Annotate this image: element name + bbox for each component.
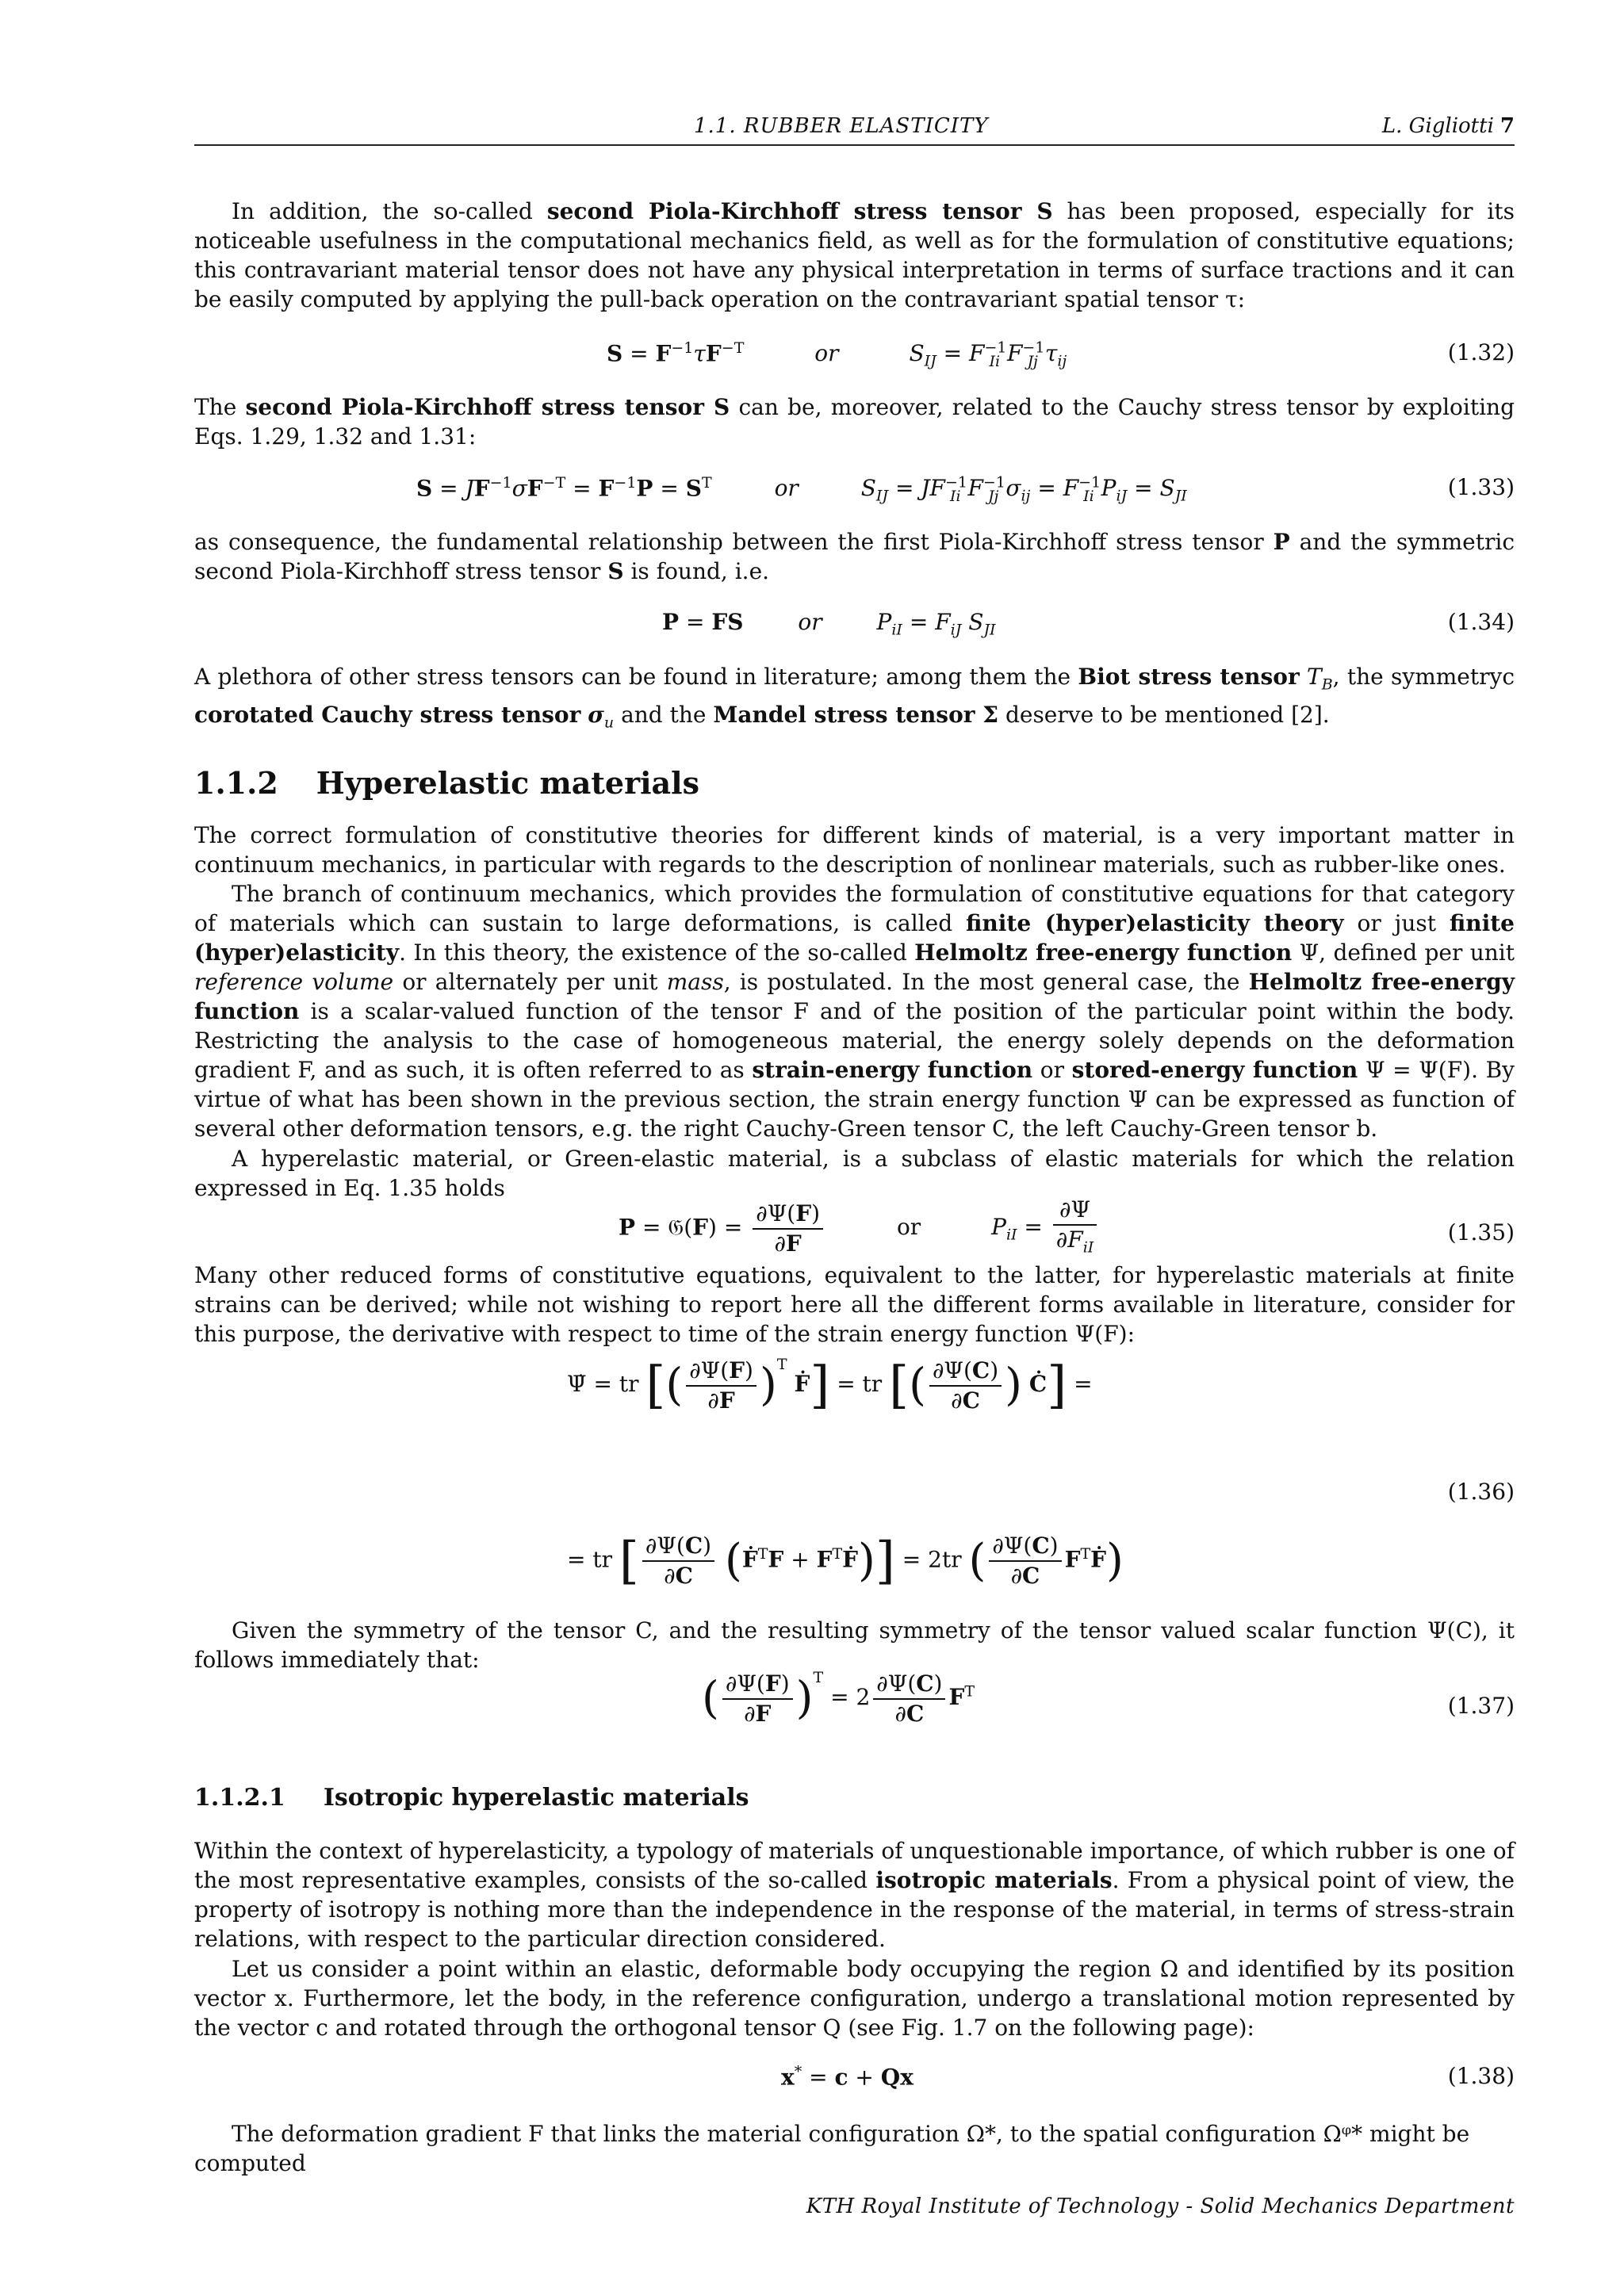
bold-term: finite (hyper)elasticity theory: [966, 910, 1344, 936]
document-page: [194, 0, 1515, 2296]
paragraph-translation-rotation: [194, 1954, 1515, 2042]
text: is found, i.e.: [623, 558, 770, 584]
equation-body: P = 𝔊(F) = $\frac{\partial\Psi(F)}{\partial F}$ or $P_{iI}$ = $\frac{\partial\Psi}{\partial F_{iI}}$: [619, 1196, 1100, 1262]
subsection-heading: [194, 1784, 749, 1812]
italic-term: mass: [666, 969, 724, 995]
subsection-title: Isotropic hyperelastic materials: [323, 1784, 749, 1812]
text: , the symmetryc: [1332, 664, 1515, 690]
text: In addition, the so-called: [232, 198, 547, 224]
paragraph-fundamental-relationship: [194, 527, 1515, 586]
paragraph-isotropic-materials: [194, 1836, 1515, 1954]
equation-number: (1.32): [1447, 339, 1515, 365]
paragraph-deformation-gradient: [194, 2119, 1515, 2178]
equation-body: P = FS or $P_{iI} = F_{iJ}$ $S_{JI}$: [662, 609, 996, 639]
text: The correct formulation of constitutive theories for different kinds of material, is a very important matter in continuum mechanics, in particular with regards to the description of nonlinear materials, such as rubber-like ones.: [194, 822, 1515, 878]
text: A plethora of other stress tensors can be found in literature; among them the: [194, 664, 1078, 690]
page-number: 7: [1500, 114, 1515, 138]
text: deserve to be mentioned [2].: [998, 701, 1330, 728]
bold-term: strain-energy function: [752, 1057, 1033, 1083]
equation-body: $S = JF^{-1}\sigma F^{-T} = F^{-1}P = S^T$ or $S_{IJ} = JF^{-1}_{Ii}$ $F^{-1}_{Jj}$ $\sigma_{ij} = F^{-1}_{Ii}$ $P_{iJ} = S_{JI}$: [416, 474, 1187, 505]
equation-1-38: [194, 2063, 1515, 2095]
paragraph-second-piola-intro: [194, 197, 1515, 314]
bold-term: Biot stress tensor: [1078, 664, 1300, 690]
equation-1-33: [194, 474, 1515, 506]
bold-term: S: [607, 558, 624, 584]
equation-body: x* = c + Qx: [781, 2063, 914, 2091]
bold-term: Helmoltz free-energy function: [194, 969, 1515, 1024]
paragraph-green-elastic: [194, 1144, 1515, 1203]
paragraph-symmetry: [194, 1616, 1515, 1674]
paragraph-finite-hyperelasticity: [194, 879, 1515, 1143]
bold-term: P: [1273, 529, 1290, 555]
text: Ψ = Ψ(F). By virtue of what has been shown in the previous section, the strain energy function Ψ can be expressed as function of several other deformation tensors, e.g. the right Cauchy-Green tensor C, the left Cauchy-Green tensor b.: [194, 1057, 1515, 1142]
text: A hyperelastic material, or Green-elastic material, is a subclass of elastic materials for which the relation expressed in Eq. 1.35 holds: [194, 1146, 1515, 1201]
text: Let us consider a point within an elastic, deformable body occupying the region Ω and identified by its position vector x. Furthermore, let the body, in the reference configuration, undergo a translational motion represented by the vector c and rotated through the orthogonal tensor Q (see Fig. 1.7 on the following page):: [194, 1956, 1515, 2041]
text: is a scalar-valued function of the tensor F and of the position of the particular point within the body. Restricting the analysis to the case of homogeneous material, the energy solely depends on the deformation gradient F, and as such, it is often referred to as: [194, 998, 1515, 1083]
bold-term: second Piola-Kirchhoff stress tensor S: [546, 198, 1053, 224]
equation-or: or: [814, 340, 839, 367]
paragraph-second-piola-cauchy: [194, 392, 1515, 451]
paragraph-other-stress-tensors: A plethora of other stress tensors can be found in literature; among them the Biot stress tensor $T_B$, the symmetryc corotated Cauchy stress tensor $\sigma_u$ and the Mandel stress tensor Σ deserve to be mentioned [2].: [194, 664, 1515, 732]
equation-body: ( $\frac{\partial\Psi(F)}{\partial F}$ )$^T$ = 2 $\frac{\partial\Psi(C)}{\partial C}$ $F^T$: [702, 1669, 975, 1727]
bold-term: stored-energy function: [1071, 1057, 1358, 1083]
text: as consequence, the fundamental relationship between the first Piola-Kirchhoff stress tensor: [194, 529, 1274, 555]
text: The deformation gradient F that links the material configuration Ω*, to the spatial configuration Ωᵠ* might be computed: [194, 2121, 1470, 2176]
equation-body: $S = F^{-1}\tau F^{-T}$ or $S_{IJ} = F^{-1}_{Ii}$ $F^{-1}_{Jj}$ $\tau_{ij}$: [607, 339, 1067, 370]
equation-1-32: [194, 339, 1515, 371]
text: and the: [614, 701, 714, 728]
equation-line-2: = tr [ $\frac{\partial\Psi(C)}{\partial C}$ (Ḟ$^T$F + $F^TḞ)] = 2tr$ ( $\frac{\partial\Psi(C)}{\partial C}$ $F^TḞ$): [567, 1532, 1124, 1590]
subsection-number: 1.1.2.1: [194, 1784, 285, 1812]
text: Ψ, defined per unit: [1292, 939, 1515, 966]
text: . In this theory, the existence of the so-called: [399, 939, 915, 966]
text: Many other reduced forms of constitutive equations, equivalent to the latter, for hyperelastic materials at finite strains can be derived; while not wishing to report here all the different forms available in literature, consider for this purpose, the derivative with respect to time of the strain energy function Ψ(F):: [194, 1262, 1515, 1347]
section-title: Hyperelastic materials: [316, 765, 699, 801]
paragraph-reduced-forms: [194, 1261, 1515, 1349]
equation-1-34: [194, 609, 1515, 641]
equation-number: (1.33): [1447, 474, 1515, 500]
text: or alternately per unit: [393, 969, 667, 995]
section-heading: [194, 765, 699, 801]
text: . From a physical point of view, the property of isotropy is nothing more than the independence in the response of the material, in terms of stress-strain relations, with respect to the particular direction considered.: [194, 1867, 1515, 1952]
bold-term: Mandel stress tensor Σ: [713, 701, 999, 728]
text: The branch of continuum mechanics, which provides the formulation of constitutive equations for that category of materials which can sustain to large deformations, is called: [194, 881, 1515, 936]
bold-term: Helmoltz free-energy function: [914, 939, 1293, 966]
header-author: L. Gigliotti: [1381, 114, 1494, 138]
text: Within the context of hyperelasticity, a typology of materials of unquestionable importance, of which rubber is one of the most representative examples, consists of the so-called: [194, 1838, 1515, 1893]
header-section-title: 1.1. RUBBER ELASTICITY: [694, 114, 989, 138]
equation-1-35: [194, 1196, 1515, 1265]
text: or just: [1343, 910, 1450, 936]
equation-number: (1.38): [1447, 2063, 1515, 2089]
text: , is postulated. In the most general case, the: [723, 969, 1249, 995]
equation-1-37: [194, 1669, 1515, 1748]
text: or: [1032, 1057, 1072, 1083]
running-header: [194, 113, 1515, 146]
bold-term: isotropic materials: [875, 1867, 1113, 1893]
italic-term: reference volume: [194, 969, 394, 995]
section-number: 1.1.2: [194, 765, 278, 801]
equation-1-36: [194, 1356, 1515, 1617]
text: The: [194, 394, 246, 420]
text: has been proposed, especially for its noticeable usefulness in the computational mechanics field, as well as for the formulation of constitutive equations; this contravariant material tensor does not have any physical interpretation in terms of surface tractions and it can be easily computed by applying the pull-back operation on the contravariant spatial tensor τ:: [194, 198, 1515, 312]
text: can be, moreover, related to the Cauchy stress tensor by exploiting Eqs. 1.29, 1.32 and 1.31:: [194, 394, 1515, 450]
equation-or: or: [896, 1214, 921, 1241]
bold-term: second Piola-Kirchhoff stress tensor S: [245, 394, 730, 420]
bold-term: finite (hyper)elasticity: [194, 910, 1515, 966]
text: and the symmetric second Piola-Kirchhoff stress tensor: [194, 529, 1515, 584]
equation-line-1: Ψ̇ = tr [( $\frac{\partial\Psi(F)}{\partial F}$ )$^T$ Ḟ] = tr [( $\frac{\partial\Psi(C)}{\partial C}$ ) Ċ] =: [567, 1356, 1093, 1415]
equation-number: (1.37): [1447, 1693, 1515, 1719]
equation-number: (1.35): [1447, 1219, 1515, 1246]
running-footer: KTH Royal Institute of Technology - Solid Mechanics Department: [806, 2195, 1515, 2218]
equation-number: (1.36): [1447, 1479, 1515, 1505]
bold-term: corotated Cauchy stress tensor: [194, 701, 581, 728]
text: Given the symmetry of the tensor C, and the resulting symmetry of the tensor valued scalar function Ψ(C), it follows immediately that:: [194, 1617, 1515, 1673]
equation-or: or: [774, 475, 799, 502]
equation-or: or: [798, 609, 822, 635]
header-author-page: [1382, 114, 1515, 138]
paragraph-constitutive-theories: [194, 821, 1515, 879]
equation-number: (1.34): [1447, 609, 1515, 635]
